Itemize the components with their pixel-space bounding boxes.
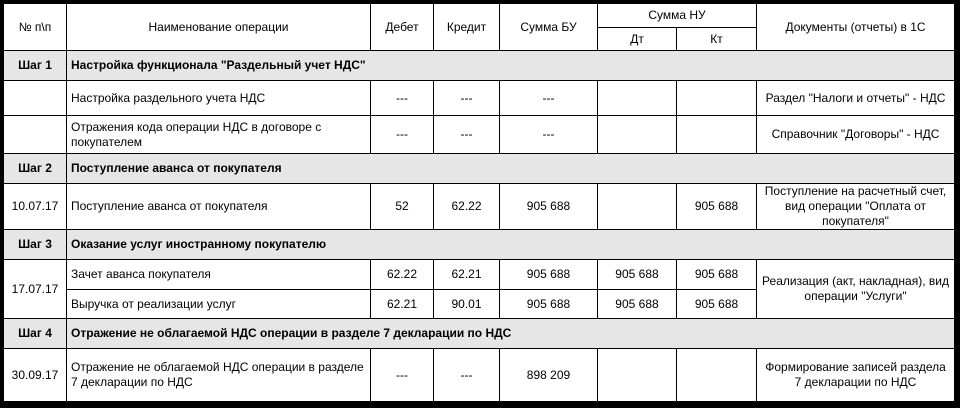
date-cell: 17.07.17 [4, 260, 67, 319]
docs-cell: Раздел "Налоги и отчеты" - НДС [757, 81, 955, 116]
table-row [4, 349, 955, 402]
credit-cell: 62.22 [434, 184, 500, 230]
step-title: Отражение не облагаемой НДС операции в разделе 7 декларации по НДС [67, 319, 955, 349]
operation-cell: Отражение не облагаемой НДС операции в разделе 7 декларации по НДС [67, 349, 371, 402]
operation-cell: Поступление аванса от покупателя [67, 184, 371, 230]
credit-cell: 90.01 [434, 290, 500, 319]
credit-cell: 62.21 [434, 260, 500, 290]
nu-dt-cell [598, 116, 677, 154]
col-header-credit: Кредит [434, 4, 500, 51]
nu-dt-cell: 905 688 [598, 290, 677, 319]
step-label: Шаг 1 [4, 51, 67, 81]
debit-cell: 62.21 [371, 290, 434, 319]
sum-bu-cell: 905 688 [500, 260, 598, 290]
credit-cell: --- [434, 349, 500, 402]
credit-cell: --- [434, 81, 500, 116]
table-row [4, 184, 955, 230]
date-cell: 30.09.17 [4, 349, 67, 402]
col-header-operation: Наименование операции [67, 4, 371, 51]
date-cell [4, 116, 67, 154]
step-label: Шаг 2 [4, 154, 67, 184]
col-header-nu-kt: Кт [677, 28, 757, 51]
nu-kt-cell: 905 688 [677, 260, 757, 290]
operation-cell: Выручка от реализации услуг [67, 290, 371, 319]
col-header-docs: Документы (отчеты) в 1С [757, 4, 955, 51]
docs-cell: Справочник "Договоры" - НДС [757, 116, 955, 154]
table-row [4, 260, 955, 290]
sum-bu-cell: --- [500, 116, 598, 154]
debit-cell: 62.22 [371, 260, 434, 290]
sum-bu-cell: --- [500, 81, 598, 116]
nu-dt-cell [598, 184, 677, 230]
nu-kt-cell: 905 688 [677, 290, 757, 319]
sum-bu-cell: 905 688 [500, 184, 598, 230]
operation-cell: Отражения кода операции НДС в договоре с покупателем [67, 116, 371, 154]
step-title: Настройка функционала "Раздельный учет НДС" [67, 51, 955, 81]
docs-cell: Формирование записей раздела 7 декларации по НДС [757, 349, 955, 402]
col-header-nu-dt: Дт [598, 28, 677, 51]
step-title: Поступление аванса от покупателя [67, 154, 955, 184]
sum-bu-cell: 905 688 [500, 290, 598, 319]
step-row [4, 154, 955, 184]
col-header-sum-nu: Сумма НУ [598, 4, 757, 28]
nu-kt-cell: 905 688 [677, 184, 757, 230]
nu-kt-cell [677, 116, 757, 154]
debit-cell: --- [371, 349, 434, 402]
table-row [4, 81, 955, 116]
operations-table [3, 3, 955, 402]
step-row [4, 230, 955, 260]
header-row [4, 4, 955, 28]
nu-dt-cell [598, 81, 677, 116]
step-label: Шаг 4 [4, 319, 67, 349]
operation-cell: Зачет аванса покупателя [67, 260, 371, 290]
docs-cell: Реализация (акт, накладная), вид операции "Услуги" [757, 260, 955, 319]
col-header-debit: Дебет [371, 4, 434, 51]
docs-cell: Поступление на расчетный счет, вид операции "Оплата от покупателя" [757, 184, 955, 230]
step-label: Шаг 3 [4, 230, 67, 260]
date-cell [4, 81, 67, 116]
nu-dt-cell [598, 349, 677, 402]
nu-kt-cell [677, 81, 757, 116]
table-row [4, 116, 955, 154]
col-header-num: № п\п [4, 4, 67, 51]
debit-cell: --- [371, 81, 434, 116]
credit-cell: --- [434, 116, 500, 154]
date-cell: 10.07.17 [4, 184, 67, 230]
nu-dt-cell: 905 688 [598, 260, 677, 290]
debit-cell: --- [371, 116, 434, 154]
sum-bu-cell: 898 209 [500, 349, 598, 402]
step-title: Оказание услуг иностранному покупателю [67, 230, 955, 260]
step-row [4, 51, 955, 81]
col-header-sum-bu: Сумма БУ [500, 4, 598, 51]
nu-kt-cell [677, 349, 757, 402]
debit-cell: 52 [371, 184, 434, 230]
operation-cell: Настройка раздельного учета НДС [67, 81, 371, 116]
step-row [4, 319, 955, 349]
